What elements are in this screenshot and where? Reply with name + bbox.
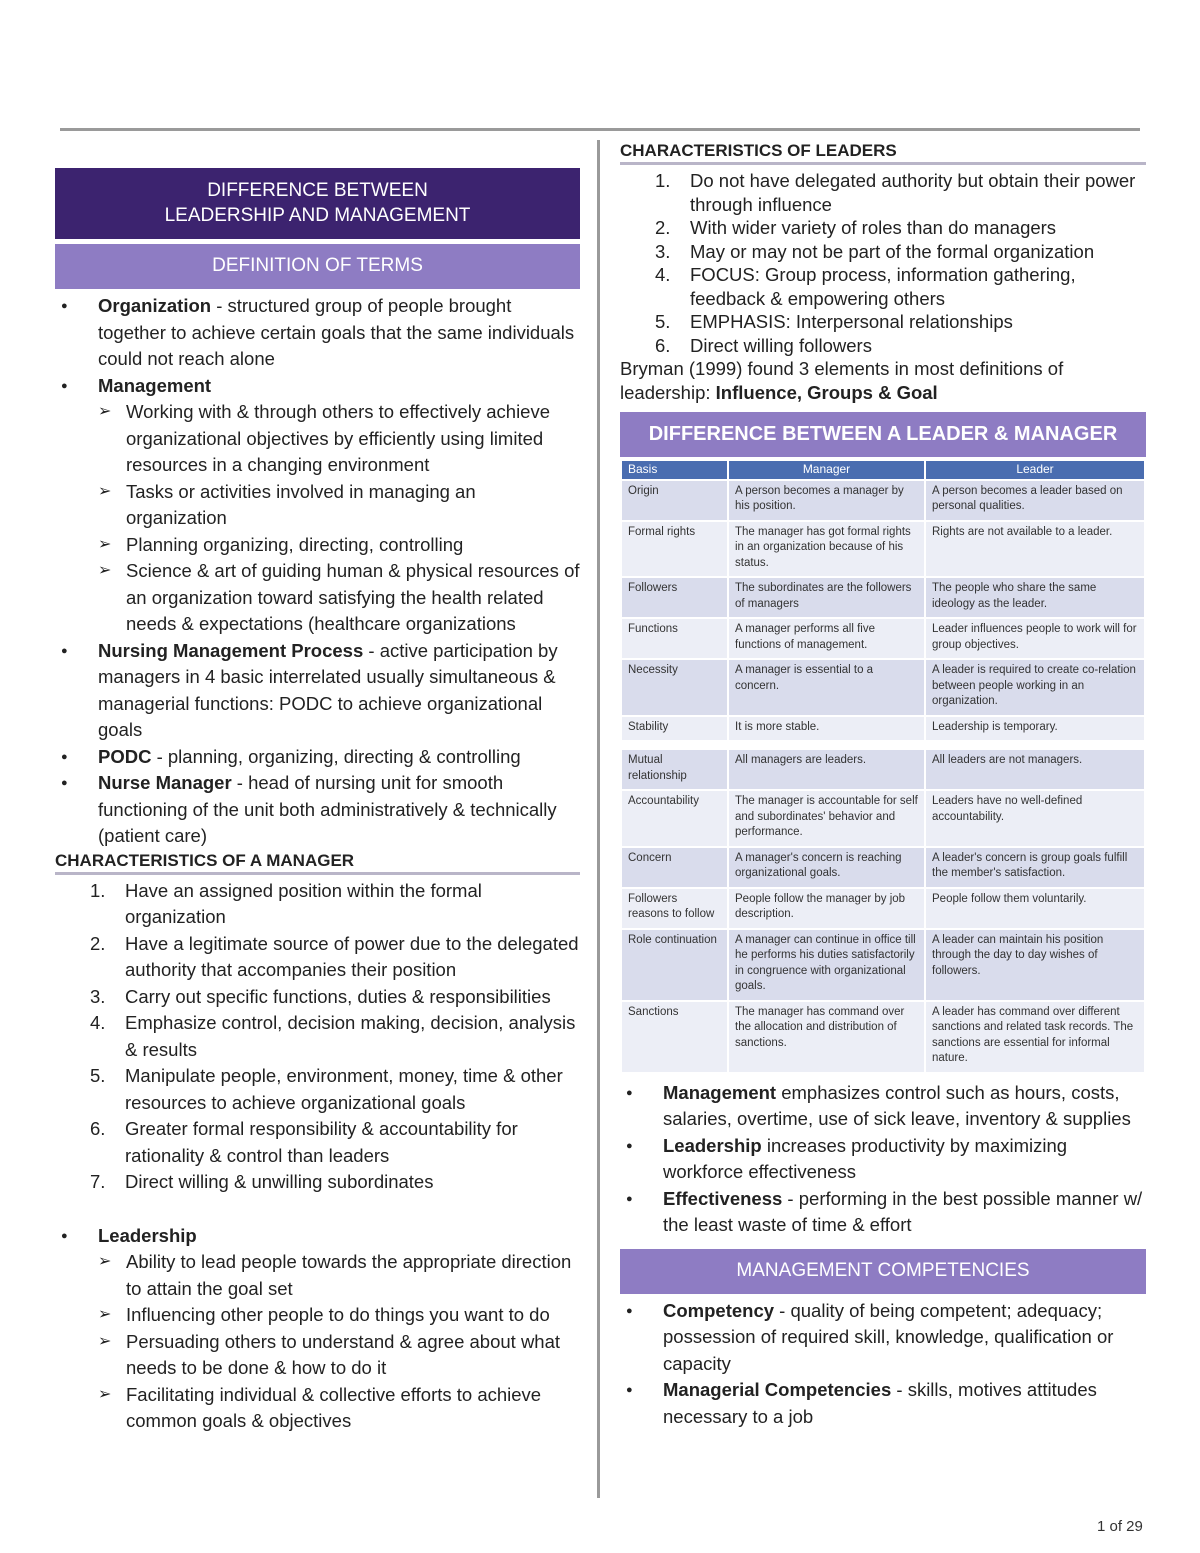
table-cell: A leader can maintain his position through the day to day wishes of followers. bbox=[926, 930, 1144, 1000]
table-row bbox=[622, 578, 1144, 617]
list-item: 6. Direct willing followers bbox=[655, 334, 872, 356]
table-cell: People follow the manager by job description. bbox=[729, 889, 924, 928]
table-cell: Leaders have no well-defined accountability. bbox=[926, 791, 1144, 846]
table-cell: The manager has got formal rights in an organization because of his status. bbox=[729, 522, 924, 577]
term: Effectiveness bbox=[663, 1187, 783, 1209]
sub-item: ➢ Persuading others to understand & agree about what needs to be done & how to do it bbox=[98, 1329, 580, 1382]
title-line-1: DIFFERENCE BETWEEN bbox=[207, 180, 428, 201]
term: Leadership bbox=[98, 1224, 197, 1246]
list-item bbox=[55, 1223, 580, 1435]
table-row bbox=[622, 660, 1144, 715]
table-cell: Formal rights bbox=[622, 522, 727, 577]
left-column bbox=[55, 140, 580, 1435]
term: Nursing Management Process bbox=[98, 639, 364, 661]
table-row bbox=[622, 930, 1144, 1000]
term: Managerial Competencies bbox=[663, 1379, 892, 1400]
sub-item: ➢ Ability to lead people towards the appropriate direction to attain the goal set bbox=[98, 1249, 580, 1302]
difference-banner: DIFFERENCE BETWEEN A LEADER & MANAGER bbox=[620, 412, 1146, 457]
list-item: 2. Have a legitimate source of power due to the delegated authority that accompanies their position bbox=[90, 932, 579, 980]
table-row bbox=[622, 791, 1144, 846]
list-item: 3. May or may not be part of the formal organization bbox=[655, 240, 1095, 262]
sub-item: ➢ Working with & through others to effectively achieve organizational objectives by efficiently using limited resources in a changing environment bbox=[98, 399, 580, 479]
term: Organization bbox=[98, 295, 212, 316]
list-item: ● Managerial Competencies - skills, motives attitudes necessary to a job bbox=[620, 1377, 1146, 1430]
header-manager: Manager bbox=[729, 461, 924, 479]
definition-list bbox=[55, 293, 580, 850]
list-item: 4. FOCUS: Group process, information gathering, feedback & empowering others bbox=[655, 264, 1076, 309]
leadership-list bbox=[55, 1223, 580, 1435]
table-cell: Leader influences people to work will for group objectives. bbox=[926, 619, 1144, 658]
term: Competency bbox=[663, 1299, 775, 1321]
leader-characteristics-heading: CHARACTERISTICS OF LEADERS bbox=[620, 140, 1146, 165]
table-cell: A leader has command over different sanctions and related task records. The sanctions are essential for informal nature. bbox=[926, 1002, 1144, 1072]
header-leader: Leader bbox=[926, 461, 1144, 479]
comparison-table bbox=[620, 459, 1146, 742]
manager-characteristics-heading: CHARACTERISTICS OF A MANAGER bbox=[55, 850, 580, 875]
sub-item: ➢ Influencing other people to do things you want to do bbox=[98, 1302, 580, 1329]
sub-item: ➢ Tasks or activities involved in managing an organization bbox=[98, 479, 580, 532]
table-row bbox=[622, 848, 1144, 887]
term: Leadership bbox=[663, 1134, 762, 1156]
list-item: 6. Greater formal responsibility & accountability for rationality & control than leaders bbox=[90, 1118, 518, 1166]
management-sublist bbox=[98, 399, 580, 638]
table-cell: Sanctions bbox=[622, 1002, 727, 1072]
table-cell: Leadership is temporary. bbox=[926, 717, 1144, 741]
term: Nurse Manager bbox=[98, 772, 232, 793]
bryman-note: Bryman (1999) found 3 elements in most definitions of leadership: Influence, Groups & Goal bbox=[620, 358, 1064, 403]
table-cell: Followers bbox=[622, 578, 727, 617]
list-item bbox=[55, 373, 580, 638]
table-cell: Mutual relationship bbox=[622, 750, 727, 789]
table-cell: The people who share the same ideology as the leader. bbox=[926, 578, 1144, 617]
competencies-banner: MANAGEMENT COMPETENCIES bbox=[620, 1249, 1146, 1294]
table-row bbox=[622, 717, 1144, 741]
title-line-2: LEADERSHIP AND MANAGEMENT bbox=[164, 205, 471, 226]
list-item: ● Nursing Management Process - active participation by managers in 4 basic interrelated usually simultaneous & managerial functions: PODC to achieve organizational goals bbox=[55, 638, 580, 744]
table-cell: A person becomes a manager by his position. bbox=[729, 481, 924, 520]
list-item: ● Leadership increases productivity by maximizing workforce effectiveness bbox=[620, 1133, 1146, 1186]
table-row bbox=[622, 889, 1144, 928]
list-item: ● Management emphasizes control such as hours, costs, salaries, overtime, use of sick leave, inventory & supplies bbox=[620, 1080, 1146, 1133]
table-row bbox=[622, 481, 1144, 520]
term: Management bbox=[663, 1081, 777, 1103]
column-divider bbox=[597, 140, 600, 1498]
table-row bbox=[622, 1002, 1144, 1072]
list-item: 7. Direct willing & unwilling subordinates bbox=[90, 1171, 434, 1192]
list-item: ● Organization - structured group of people brought together to achieve certain goals that the same individuals could not reach alone bbox=[55, 293, 580, 373]
list-item: 2. With wider variety of roles than do managers bbox=[655, 217, 1057, 238]
table-cell: A leader's concern is group goals fulfill the member's satisfaction. bbox=[926, 848, 1144, 887]
table-cell: All managers are leaders. bbox=[729, 750, 924, 789]
table-cell: The manager has command over the allocation and distribution of sanctions. bbox=[729, 1002, 924, 1072]
manager-characteristics-list bbox=[55, 878, 580, 1196]
table-cell: Role continuation bbox=[622, 930, 727, 1000]
table-cell: Rights are not available to a leader. bbox=[926, 522, 1144, 577]
term: PODC bbox=[98, 745, 152, 767]
table-cell: A manager's concern is reaching organizational goals. bbox=[729, 848, 924, 887]
table-cell: All leaders are not managers. bbox=[926, 750, 1144, 789]
table-row bbox=[622, 522, 1144, 577]
table-row bbox=[622, 619, 1144, 658]
table-cell: Necessity bbox=[622, 660, 727, 715]
table-cell: The manager is accountable for self and subordinates' behavior and performance. bbox=[729, 791, 924, 846]
table-header-row bbox=[622, 461, 1144, 479]
list-item: ● Competency - quality of being competent; adequacy; possession of required skill, knowledge, qualification or capacity bbox=[620, 1298, 1146, 1378]
top-rule bbox=[60, 128, 1140, 131]
header-basis: Basis bbox=[622, 461, 727, 479]
table-cell: The subordinates are the followers of managers bbox=[729, 578, 924, 617]
table-cell: A manager can continue in office till he performs his duties satisfactorily in congruence with organizational goals. bbox=[729, 930, 924, 1000]
table-cell: A manager performs all five functions of management. bbox=[729, 619, 924, 658]
table-cell: Followers reasons to follow bbox=[622, 889, 727, 928]
table-cell: Accountability bbox=[622, 791, 727, 846]
page-number: 1 of 29 bbox=[1097, 1518, 1143, 1535]
term: Management bbox=[98, 374, 212, 396]
table-cell: Origin bbox=[622, 481, 727, 520]
list-item: ● PODC - planning, organizing, directing & controlling bbox=[55, 744, 580, 771]
list-item: 5. EMPHASIS: Interpersonal relationships bbox=[655, 311, 1013, 332]
competencies-list bbox=[620, 1298, 1146, 1431]
sub-item: ➢ Facilitating individual & collective efforts to achieve common goals & objectives bbox=[98, 1382, 580, 1435]
table-cell: People follow them voluntarily. bbox=[926, 889, 1144, 928]
table-cell: A leader is required to create co-relation between people working in an organization. bbox=[926, 660, 1144, 715]
comparison-table-continued bbox=[620, 748, 1146, 1074]
table-cell: A manager is essential to a concern. bbox=[729, 660, 924, 715]
list-item: 4. Emphasize control, decision making, decision, analysis & results bbox=[90, 1012, 576, 1060]
table-cell: Functions bbox=[622, 619, 727, 658]
right-column bbox=[620, 140, 1146, 1430]
definition-banner: DEFINITION OF TERMS bbox=[55, 244, 580, 289]
list-item: ● Effectiveness - performing in the best possible manner w/ the least waste of time & effort bbox=[620, 1186, 1146, 1239]
table-cell: Concern bbox=[622, 848, 727, 887]
table-cell: A person becomes a leader based on personal qualities. bbox=[926, 481, 1144, 520]
table-cell: It is more stable. bbox=[729, 717, 924, 741]
sub-item: ➢ Science & art of guiding human & physical resources of an organization toward satisfying the health related needs & expectations (healthcare organizations bbox=[98, 558, 580, 638]
list-item: 5. Manipulate people, environment, money, time & other resources to achieve organizational goals bbox=[90, 1065, 563, 1113]
list-item: 3. Carry out specific functions, duties & responsibilities bbox=[90, 985, 551, 1007]
leader-characteristics-list bbox=[620, 169, 1146, 357]
sub-item: ➢ Planning organizing, directing, controlling bbox=[98, 532, 580, 559]
list-item: 1. Do not have delegated authority but obtain their power through influence bbox=[655, 170, 1136, 215]
list-item: 1. Have an assigned position within the formal organization bbox=[90, 879, 482, 927]
table-cell: Stability bbox=[622, 717, 727, 741]
list-item: ● Nurse Manager - head of nursing unit for smooth functioning of the unit both administratively & technically (patient care) bbox=[55, 770, 580, 850]
notes-list bbox=[620, 1080, 1146, 1239]
title-banner bbox=[55, 168, 580, 239]
leadership-sublist bbox=[98, 1249, 580, 1435]
table-row bbox=[622, 750, 1144, 789]
